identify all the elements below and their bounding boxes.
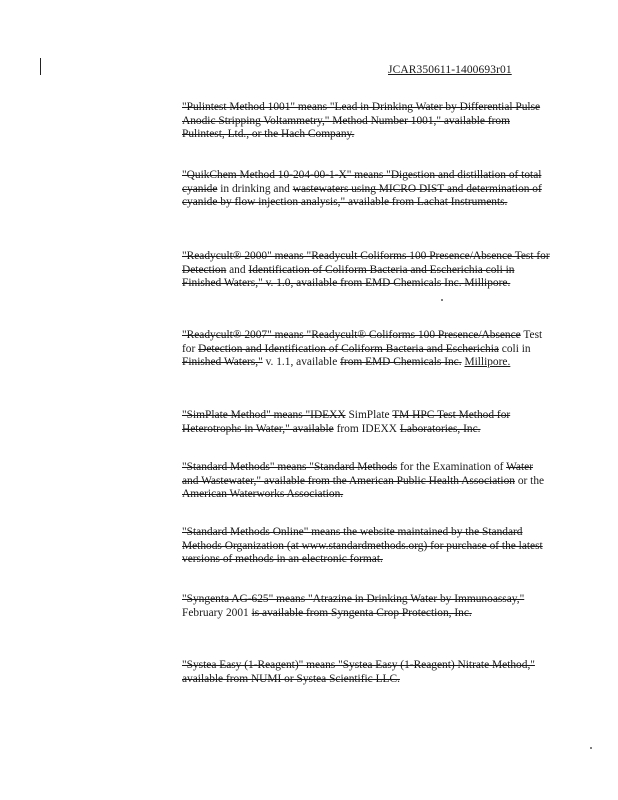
definition-text: "SimPlate Method" means "IDEXX xyxy=(182,409,346,421)
definition-paragraph xyxy=(182,329,550,370)
definition-paragraph xyxy=(182,101,550,142)
definition-text: American Waterworks Association. xyxy=(182,488,344,501)
definition-text: "Readycult® 2007" means " xyxy=(182,329,312,341)
definition-text: and xyxy=(226,263,249,276)
definition-text: Millipore. xyxy=(464,356,511,369)
scan-speck xyxy=(441,299,443,301)
definition-text: v. 1.1, available xyxy=(262,356,341,369)
definition-text: "Pulintest Method 1001" means "Lead in Drinking Water by Differential Pulse Anodic Stripping Voltammetry," Method Number 1001," available from Pulintest, Ltd., or the Hach Company. xyxy=(182,101,541,141)
definition-text: or the xyxy=(514,474,545,487)
definition-paragraph xyxy=(182,461,550,502)
definition-text: "Syngenta AG-625" means "Atrazine in Drinking Water by Immunoassay," xyxy=(182,593,525,605)
definition-paragraph xyxy=(182,409,550,436)
definition-text: Water and Wastewater," available from the American Public Health Association xyxy=(182,461,534,487)
definition-text: coli in xyxy=(498,342,531,355)
definition-text: TM HPC Test Method for Heterotrophs in Water," available xyxy=(182,409,511,435)
definition-paragraph xyxy=(182,526,550,567)
scan-speck xyxy=(590,747,592,749)
document-id: JCAR350611-1400693r01 xyxy=(388,64,512,76)
definition-text: "Systea Easy (1-Reagent)" means "Systea Easy (1-Reagent) Nitrate Method," available from NUMI or Systea Scientific LLC. xyxy=(182,659,535,685)
definition-text: Digestion and distillation of total cyanide xyxy=(182,169,542,195)
definition-paragraph xyxy=(182,659,550,686)
definition-text: February 2001 xyxy=(182,606,252,619)
definition-text: Readycult® Coliforms 100 Presence/Absence xyxy=(311,329,521,341)
definition-text: "Readycult® 2000" means "Readycult Coliforms 100 Presence/Absence Test for Detection xyxy=(182,250,550,276)
definition-paragraph xyxy=(182,250,550,291)
definition-text: wastewaters using MICRO DIST and determination of cyanide by flow injection analysis," available from Lachat Instruments. xyxy=(182,182,542,209)
definition-text: Identification of Coliform Bacteria and Escherichia coli in Finished Waters," v. 1.0, available from EMD Chemicals Inc. Millipore. xyxy=(182,263,515,290)
definition-paragraph xyxy=(182,593,550,620)
definition-text: "QuikChem Method 10-204-00-1-X" means " xyxy=(182,169,391,181)
definition-text: Laboratories, Inc. xyxy=(399,422,481,435)
definition-text: Finished Waters," xyxy=(182,356,263,369)
definition-text: for the Examination of xyxy=(397,461,507,473)
definition-text: from IDEXX xyxy=(333,422,400,435)
margin-change-bar xyxy=(40,58,41,75)
definition-paragraph xyxy=(182,169,550,210)
definition-text: SimPlate xyxy=(345,409,393,421)
definition-text: "Standard Methods" means "Standard Methods xyxy=(182,461,398,473)
definition-text: in drinking and xyxy=(217,182,293,195)
definition-text: Test for xyxy=(182,329,543,355)
definition-text: Detection and Identification of Coliform Bacteria and Escherichia xyxy=(198,342,499,355)
definition-text: is available from Syngenta Crop Protection, Inc. xyxy=(251,606,472,619)
definition-text: from EMD Chemicals Inc. xyxy=(340,356,462,369)
definition-text: "Standard Methods Online" means the website maintained by the Standard Methods Organization (at www.standardmethods.org) for purchase of the latest versions of methods in an electronic format. xyxy=(182,526,543,566)
